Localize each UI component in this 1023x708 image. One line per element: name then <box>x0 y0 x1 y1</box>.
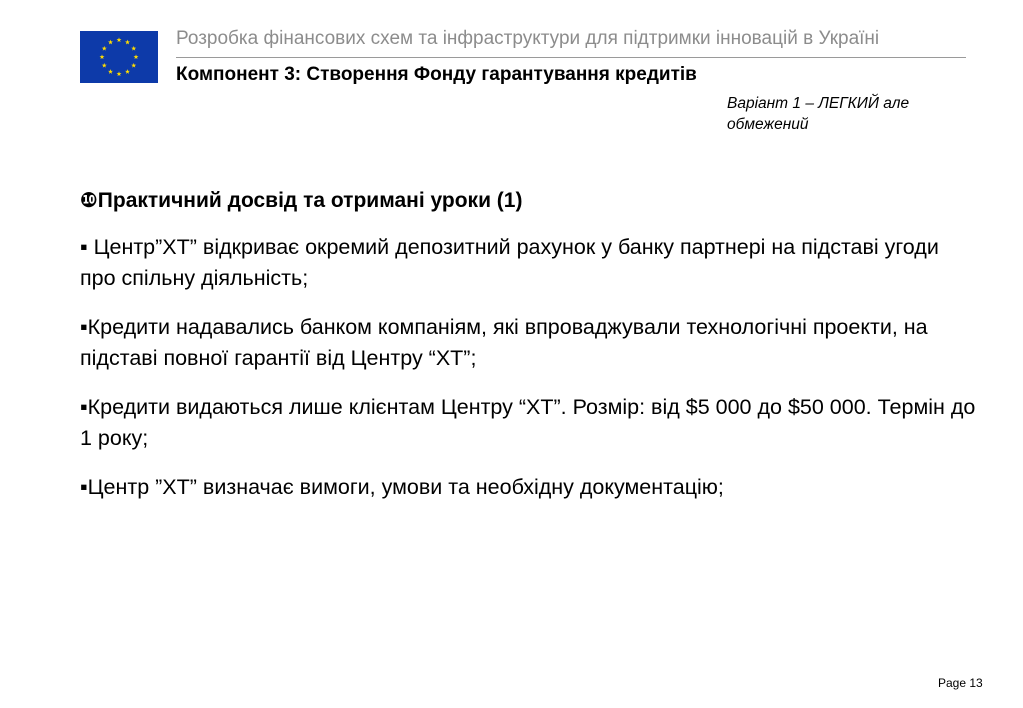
bullet-item: ▪Центр ”ХТ” визначає вимоги, умови та необхідну документацію; <box>80 475 724 499</box>
bullet-item: ▪Кредити видаються лише клієнтам Центру “ХТ”. Розмір: від $5 000 до $50 000. Термін до 1 року; <box>80 395 976 450</box>
eu-stars-icon <box>80 31 158 83</box>
eu-flag-logo <box>80 31 158 83</box>
section-heading: ❿Практичний досвід та отримані уроки (1) <box>80 189 523 212</box>
header-subtitle: Розробка фінансових схем та інфраструктури для підтримки інновацій в Україні <box>176 28 880 49</box>
page-title: Компонент 3: Створення Фонду гарантування кредитів <box>176 64 697 85</box>
bullet-item: ▪ Центр”ХТ” відкриває окремий депозитний рахунок у банку партнері на підставі угоди про спільну діяльність; <box>80 235 939 290</box>
bullet-list <box>80 232 980 521</box>
page-number: Page 13 <box>938 676 983 690</box>
header-divider <box>176 57 966 58</box>
variant-note: Варіант 1 – ЛЕГКИЙ але обмежений <box>727 95 910 133</box>
bullet-item: ▪Кредити надавались банком компаніям, які впроваджували технологічні проекти, на підставі повної гарантії від Центру “ХТ”; <box>80 315 928 370</box>
